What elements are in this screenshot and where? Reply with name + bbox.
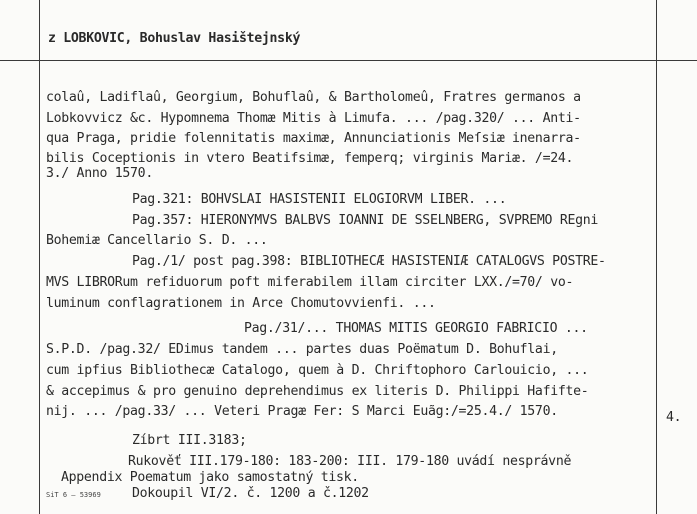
body-line-11: luminum conflagrationem in Arce Chomutovvienfi. ... (46, 296, 436, 311)
left-margin-rule (39, 0, 40, 514)
body-line-14: cum ipfius Bibliothecæ Catalogo, quem à D. Chriftophoro Carlouicio, ... (46, 363, 589, 378)
note-rukovet: Rukověť III.179-180: 183-200: III. 179-180 uvádí nesprávně (128, 454, 572, 469)
note-appendix: Appendix Poematum jako samostatný tisk. (61, 470, 359, 485)
heading-rule (0, 60, 697, 61)
note-dokoupil: Dokoupil VI/2. č. 1200 a č.1202 (132, 486, 369, 501)
card-heading: z LOBKOVIC, Bohuslav Hasištejnský (48, 31, 301, 46)
right-margin-rule (656, 0, 657, 514)
body-line-4: bilis Coceptionis in vtero Beatifsimæ, femperq; virginis Mariæ. /=24. (46, 151, 574, 166)
body-line-13: S.P.D. /pag.32/ EDimus tandem ... partes duas Poëmatum D. Bohuflai, (46, 342, 558, 357)
body-line-10: MVS LIBRORum refiduorum poft miferabilem illam circiter LXX./=70/ vo- (46, 275, 574, 290)
body-line-15: & accepimus & pro genuino deprehendimus ex literis D. Philippi Hafifte- (46, 384, 589, 399)
body-line-8: Bohemiæ Cancellario S. D. ... (46, 233, 268, 248)
footer-code: SiT 6 — 53969 (46, 491, 101, 499)
side-number: 4. (666, 410, 682, 425)
body-line-9: Pag./1/ post pag.398: BIBLIOTHECÆ HASISTENIÆ CATALOGVS POSTRE- (132, 254, 606, 269)
body-line-3: qua Praga, pridie folennitatis maximæ, Annunciationis Meſsiæ inenarra- (46, 131, 581, 146)
note-zibrt: Zíbrt III.3183; (132, 433, 247, 448)
body-line-7: Pag.357: HIERONYMVS BALBVS IOANNI DE SSELNBERG, SVPREMO REgni (132, 213, 599, 228)
body-line-16: nij. ... /pag.33/ ... Veteri Pragæ Fer: S Marci Euãg:/=25.4./ 1570. (46, 404, 558, 419)
body-line-5: 3./ Anno 1570. (46, 166, 153, 181)
body-line-6: Pag.321: BOHVSLAI HASISTENII ELOGIORVM LIBER. ... (132, 192, 507, 207)
body-line-1: colaû, Ladiflaû, Georgium, Bohuflaû, & Bartholomeû, Fratres germanos a (46, 90, 581, 105)
body-line-12: Pag./31/... THOMAS MITIS GEORGIO FABRICIO ... (244, 321, 588, 336)
body-line-2: Lobkovvicz &c. Hypomnema Thomæ Mitis à Limufa. ... /pag.320/ ... Anti- (46, 111, 581, 126)
